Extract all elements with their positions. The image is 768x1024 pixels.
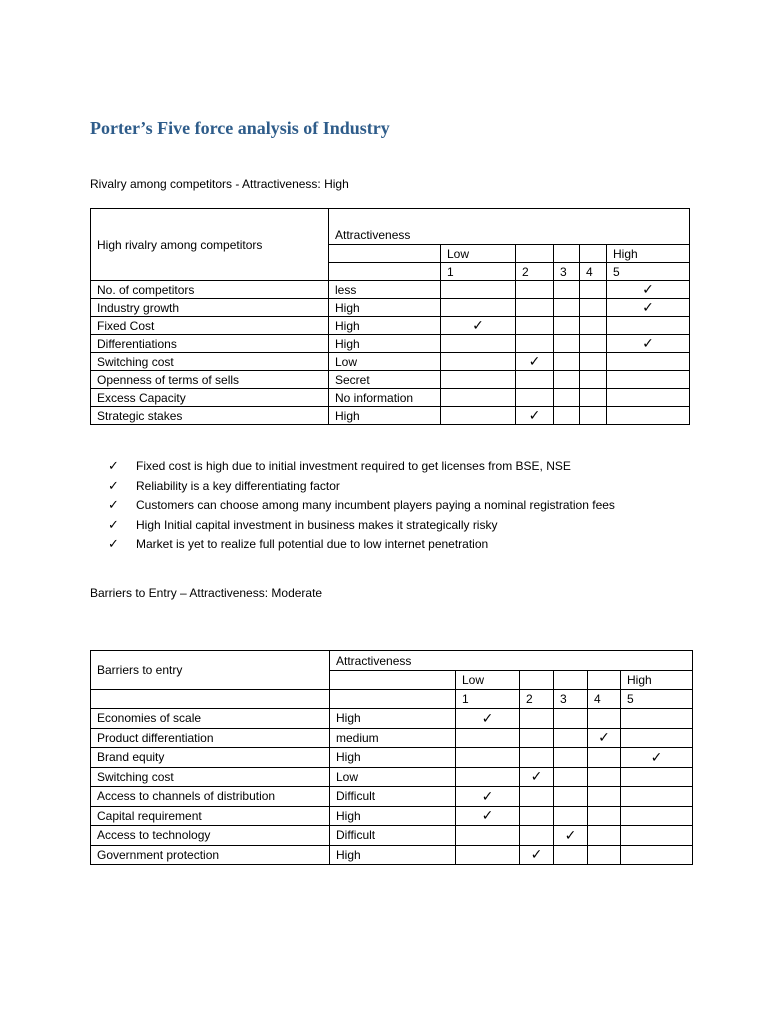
value-cell: High — [329, 407, 441, 425]
rating-cell — [456, 728, 520, 748]
checkmark-icon: ✓ — [108, 536, 119, 552]
rating-cell — [516, 299, 554, 317]
rating-cell — [621, 845, 693, 865]
factor-cell: Excess Capacity — [91, 389, 329, 407]
checkmark-icon: ✓ — [481, 807, 494, 824]
scale-label: 4 — [580, 263, 607, 281]
rating-cell — [580, 335, 607, 353]
bullet-text: Fixed cost is high due to initial investment required to get licenses from BSE, NSE — [136, 459, 571, 473]
rating-cell — [520, 826, 554, 846]
blank-cell — [330, 671, 456, 690]
checkmark-icon: ✓ — [481, 787, 494, 804]
rating-cell — [516, 317, 554, 335]
factor-cell: Fixed Cost — [91, 317, 329, 335]
value-cell: High — [329, 317, 441, 335]
barriers-table — [90, 650, 693, 865]
checkmark-icon: ✓ — [108, 458, 119, 473]
scale-label: 1 — [456, 690, 520, 709]
rating-cell — [520, 748, 554, 768]
rating-cell — [621, 709, 693, 729]
value-cell: High — [330, 845, 456, 865]
checkmark-icon: ✓ — [564, 826, 577, 843]
table-row — [91, 748, 693, 768]
rating-cell — [607, 371, 690, 389]
factor-cell: No. of competitors — [91, 281, 329, 299]
checkmark-icon: ✓ — [650, 748, 663, 765]
value-cell: Difficult — [330, 826, 456, 846]
value-cell: High — [330, 806, 456, 826]
factor-cell: Brand equity — [91, 748, 330, 768]
rating-cell — [441, 317, 516, 335]
rating-cell — [520, 787, 554, 807]
rating-cell — [516, 353, 554, 371]
scale-label: 4 — [588, 690, 621, 709]
rating-cell — [580, 317, 607, 335]
rating-cell — [520, 845, 554, 865]
high-label: High — [621, 671, 693, 690]
rating-cell — [456, 748, 520, 768]
bullet-item — [108, 456, 615, 476]
rating-cell — [456, 806, 520, 826]
table-row — [91, 728, 693, 748]
value-cell: Difficult — [330, 787, 456, 807]
rating-cell — [607, 281, 690, 299]
table-row — [91, 281, 690, 299]
checkmark-icon: ✓ — [528, 353, 541, 369]
rating-cell — [554, 787, 588, 807]
rating-cell — [520, 806, 554, 826]
barriers-row-header: Barriers to entry — [91, 651, 330, 690]
rating-cell — [607, 317, 690, 335]
rating-cell — [456, 826, 520, 846]
rating-cell — [554, 767, 588, 787]
rating-cell — [621, 826, 693, 846]
scale-label: 1 — [441, 263, 516, 281]
rating-cell — [588, 728, 621, 748]
value-cell: medium — [330, 728, 456, 748]
rating-cell — [441, 353, 516, 371]
attractiveness-label: Attractiveness — [329, 209, 690, 245]
table-row — [91, 845, 693, 865]
rating-cell — [621, 748, 693, 768]
checkmark-icon: ✓ — [642, 281, 654, 297]
page-title: Porter’s Five force analysis of Industry — [90, 118, 390, 138]
rating-cell — [554, 806, 588, 826]
blank-cell — [520, 671, 554, 690]
blank-cell — [330, 690, 456, 709]
rating-cell — [554, 317, 580, 335]
rating-cell — [588, 826, 621, 846]
table-row — [91, 787, 693, 807]
factor-cell: Capital requirement — [91, 806, 330, 826]
checkmark-icon: ✓ — [642, 299, 654, 315]
rating-cell — [516, 407, 554, 425]
rating-cell — [588, 806, 621, 826]
value-cell: Low — [330, 767, 456, 787]
bullet-item — [108, 495, 615, 515]
factor-cell: Differentiations — [91, 335, 329, 353]
table-row — [91, 709, 693, 729]
rating-cell — [588, 709, 621, 729]
blank-cell — [516, 245, 554, 263]
rating-cell — [456, 787, 520, 807]
rating-cell — [580, 407, 607, 425]
table-row — [91, 335, 690, 353]
bullet-text: Customers can choose among many incumbent players paying a nominal registration fees — [136, 498, 615, 513]
factor-cell: Product differentiation — [91, 728, 330, 748]
scale-label: 5 — [607, 263, 690, 281]
rating-cell — [516, 335, 554, 353]
table-row — [91, 806, 693, 826]
scale-label: 2 — [520, 690, 554, 709]
bullet-item — [108, 476, 615, 496]
rating-cell — [554, 407, 580, 425]
rating-cell — [516, 371, 554, 389]
rating-cell — [554, 281, 580, 299]
blank-cell — [329, 245, 441, 263]
table-row — [91, 317, 690, 335]
rating-cell — [554, 748, 588, 768]
bullet-text: Market is yet to realize full potential due to low internet penetration — [136, 537, 489, 552]
factor-cell: Switching cost — [91, 353, 329, 371]
checkmark-icon: ✓ — [528, 407, 541, 423]
bullet-text: High Initial capital investment in business makes it strategically risky — [136, 517, 498, 532]
rating-cell — [580, 299, 607, 317]
rating-cell — [621, 728, 693, 748]
rivalry-heading: Rivalry among competitors - Attractiveness: High — [90, 177, 349, 191]
rating-cell — [588, 767, 621, 787]
scale-label: 3 — [554, 263, 580, 281]
rating-cell — [607, 389, 690, 407]
blank-cell — [554, 245, 580, 263]
factor-cell: Switching cost — [91, 767, 330, 787]
rating-cell — [554, 335, 580, 353]
rating-cell — [441, 281, 516, 299]
rating-cell — [554, 299, 580, 317]
rating-cell — [516, 281, 554, 299]
rating-cell — [520, 767, 554, 787]
rating-cell — [621, 806, 693, 826]
factor-cell: Economies of scale — [91, 709, 330, 729]
rating-cell — [580, 281, 607, 299]
rating-cell — [554, 389, 580, 407]
value-cell: High — [330, 748, 456, 768]
table-row — [91, 353, 690, 371]
table-row — [91, 299, 690, 317]
bullet-item — [108, 534, 615, 554]
rating-cell — [554, 353, 580, 371]
value-cell: High — [329, 299, 441, 317]
factor-cell: Openness of terms of sells — [91, 371, 329, 389]
rating-cell — [554, 826, 588, 846]
bullet-item — [108, 515, 615, 535]
table-row — [91, 767, 693, 787]
value-cell: Secret — [329, 371, 441, 389]
rating-cell — [554, 728, 588, 748]
scale-label: 5 — [621, 690, 693, 709]
checkmark-icon: ✓ — [108, 516, 119, 532]
attractiveness-label: Attractiveness — [330, 651, 693, 671]
rating-cell — [441, 407, 516, 425]
table-row — [91, 389, 690, 407]
checkmark-icon: ✓ — [642, 335, 654, 351]
value-cell: less — [329, 281, 441, 299]
rating-cell — [554, 709, 588, 729]
factor-cell: Access to channels of distribution — [91, 787, 330, 807]
scale-label: 3 — [554, 690, 588, 709]
blank-cell — [580, 245, 607, 263]
checkmark-icon: ✓ — [530, 768, 543, 785]
checkmark-icon: ✓ — [481, 709, 494, 726]
high-label: High — [607, 245, 690, 263]
rating-cell — [441, 335, 516, 353]
value-cell: High — [330, 709, 456, 729]
rating-cell — [621, 767, 693, 787]
table-row — [91, 371, 690, 389]
rating-cell — [580, 353, 607, 371]
rating-cell — [456, 767, 520, 787]
bullet-text: Reliability is a key differentiating factor — [136, 478, 340, 493]
factor-cell: Government protection — [91, 845, 330, 865]
blank-cell — [329, 263, 441, 281]
value-cell: No information — [329, 389, 441, 407]
table-row — [91, 826, 693, 846]
rating-cell — [520, 728, 554, 748]
rating-cell — [580, 389, 607, 407]
blank-cell — [588, 671, 621, 690]
blank-cell — [91, 690, 330, 709]
rating-cell — [441, 371, 516, 389]
rating-cell — [554, 371, 580, 389]
checkmark-icon: ✓ — [108, 477, 119, 493]
rating-cell — [607, 353, 690, 371]
rating-cell — [554, 845, 588, 865]
low-label: Low — [456, 671, 520, 690]
low-label: Low — [441, 245, 516, 263]
key-points-list — [108, 456, 615, 554]
rating-cell — [580, 371, 607, 389]
rating-cell — [621, 787, 693, 807]
rating-cell — [607, 335, 690, 353]
rating-cell — [607, 299, 690, 317]
factor-cell: Access to technology — [91, 826, 330, 846]
rating-cell — [588, 748, 621, 768]
table-row — [91, 407, 690, 425]
scale-label: 2 — [516, 263, 554, 281]
value-cell: High — [329, 335, 441, 353]
rating-cell — [520, 709, 554, 729]
factor-cell: Industry growth — [91, 299, 329, 317]
rating-cell — [588, 845, 621, 865]
checkmark-icon: ✓ — [530, 846, 543, 863]
factor-cell: Strategic stakes — [91, 407, 329, 425]
blank-cell — [554, 671, 588, 690]
rivalry-table — [90, 208, 690, 425]
checkmark-icon: ✓ — [598, 729, 610, 746]
rating-cell — [456, 845, 520, 865]
barriers-heading: Barriers to Entry – Attractiveness: Moderate — [90, 586, 323, 600]
rating-cell — [441, 299, 516, 317]
rating-cell — [516, 389, 554, 407]
rivalry-row-header: High rivalry among competitors — [91, 209, 329, 281]
checkmark-icon: ✓ — [472, 317, 484, 333]
rating-cell — [607, 407, 690, 425]
rating-cell — [588, 787, 621, 807]
value-cell: Low — [329, 353, 441, 371]
checkmark-icon: ✓ — [108, 497, 119, 513]
rating-cell — [441, 389, 516, 407]
rating-cell — [456, 709, 520, 729]
